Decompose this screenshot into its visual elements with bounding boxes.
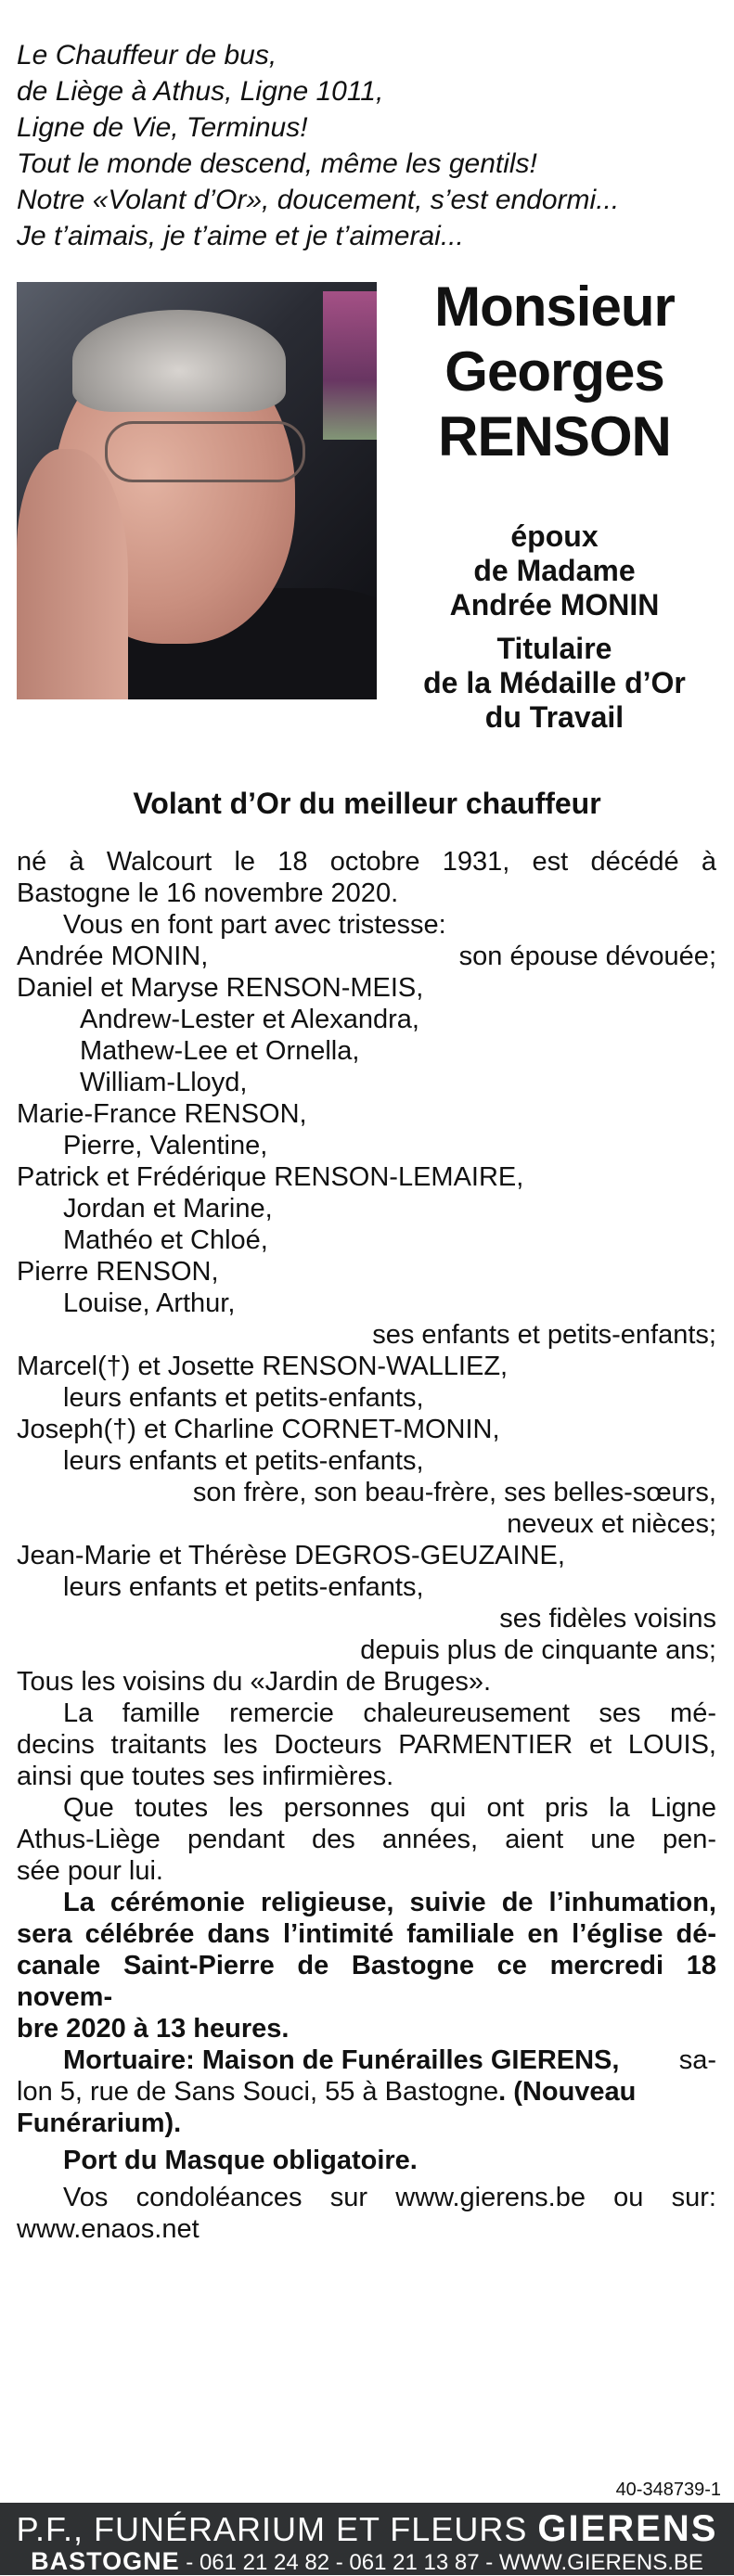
line-paragraph: Que toutes les personnes qui ont pris la Ligne bbox=[63, 1793, 716, 1823]
family-member: Jean-Marie et Thérèse DEGROS-GEUZAINE, bbox=[17, 1541, 565, 1570]
mortuaire-line: Funérarium). bbox=[17, 2108, 182, 2138]
mortuaire-line bbox=[17, 2076, 716, 2108]
family-member: Mathéo et Chloé, bbox=[63, 1225, 268, 1255]
all-neighbors: Tous les voisins du «Jardin de Bruges». bbox=[17, 1667, 492, 1697]
condolences-line: www.enaos.net bbox=[17, 2214, 200, 2244]
poem-line: Tout le monde descend, même les gentils! bbox=[17, 148, 537, 179]
name-first: Georges bbox=[444, 340, 664, 403]
poem bbox=[17, 37, 703, 254]
reference-number: 40-348739-1 bbox=[615, 2480, 721, 2500]
mortuaire-label: Mortuaire: Maison de Funérailles GIERENS, bbox=[63, 2045, 620, 2075]
portrait-photo bbox=[17, 282, 377, 699]
neighbors-role: depuis plus de cinquante ans; bbox=[360, 1635, 716, 1665]
spouse-name: Andrée MONIN, bbox=[17, 942, 209, 971]
family-member: Pierre RENSON, bbox=[17, 1257, 219, 1287]
mask-notice: Port du Masque obligatoire. bbox=[63, 2146, 418, 2175]
family-member: leurs enfants et petits-enfants, bbox=[63, 1446, 424, 1476]
ceremony-line: La cérémonie religieuse, suivie de l’inhumation, bbox=[63, 1888, 716, 1917]
mortuaire-text: sa- bbox=[678, 2045, 716, 2075]
family-member: Andrew-Lester et Alexandra, bbox=[80, 1005, 419, 1034]
family-member: Pierre, Valentine, bbox=[63, 1131, 268, 1160]
poem-line: Le Chauffeur de bus, bbox=[17, 40, 277, 70]
mortuaire-note: . (Nouveau bbox=[498, 2077, 637, 2107]
spouse-row bbox=[17, 941, 716, 972]
children-role: ses enfants et petits-enfants; bbox=[372, 1320, 716, 1350]
banner-city: BASTOGNE bbox=[31, 2547, 180, 2575]
banner-brand: GIERENS bbox=[537, 2508, 718, 2549]
family-member: Patrick et Frédérique RENSON-LEMAIRE, bbox=[17, 1162, 524, 1192]
name-last: RENSON bbox=[438, 405, 671, 468]
info-line: du Travail bbox=[484, 700, 625, 734]
thanks-line: La famille remercie chaleureusement ses mé- bbox=[63, 1698, 716, 1728]
family-member: William-Lloyd, bbox=[80, 1068, 248, 1097]
info-line: Titulaire bbox=[496, 632, 612, 665]
poem-line: Notre «Volant d’Or», doucement, s’est endormi... bbox=[17, 185, 620, 215]
neighbors-list bbox=[17, 1540, 716, 1603]
family-member: Marcel(†) et Josette RENSON-WALLIEZ, bbox=[17, 1352, 509, 1381]
award-line: Volant d’Or du meilleur chauffeur bbox=[133, 787, 601, 820]
family-member: Daniel et Maryse RENSON-MEIS, bbox=[17, 973, 424, 1003]
thanks-line: decins traitants les Docteurs PARMENTIER et LOUIS, bbox=[17, 1730, 716, 1760]
funeral-home-banner bbox=[0, 2503, 734, 2575]
ceremony-line: bre 2020 à 13 heures. bbox=[17, 2014, 290, 2044]
info-line: Andrée MONIN bbox=[449, 588, 660, 622]
banner-line-1 bbox=[0, 2508, 734, 2550]
family-member: Joseph(†) et Charline CORNET-MONIN, bbox=[17, 1415, 500, 1444]
spouse-role: son épouse dévouée; bbox=[458, 942, 716, 971]
banner-service: P.F., FUNÉRARIUM ET FLEURS bbox=[16, 2510, 528, 2548]
family-member: Jordan et Marine, bbox=[63, 1194, 273, 1224]
banner-contacts: - 061 21 24 82 - 061 21 13 87 - WWW.GIERENS.BE bbox=[179, 2550, 703, 2575]
family-member: leurs enfants et petits-enfants, bbox=[63, 1383, 424, 1413]
family-member: Louise, Arthur, bbox=[63, 1288, 236, 1318]
info-line: de la Médaille d’Or bbox=[423, 666, 686, 699]
siblings-role: son frère, son beau-frère, ses belles-sœurs, bbox=[192, 1478, 716, 1507]
spouse-and-honors bbox=[380, 519, 728, 735]
obituary-body bbox=[17, 846, 716, 2245]
mortuaire-line bbox=[17, 2044, 716, 2076]
announcement: Vous en font part avec tristesse: bbox=[63, 910, 446, 940]
thanks-line: ainsi que toutes ses infirmières. bbox=[17, 1762, 394, 1791]
neighbors-role: ses fidèles voisins bbox=[499, 1604, 716, 1634]
poem-line: Ligne de Vie, Terminus! bbox=[17, 112, 308, 143]
children-list bbox=[17, 972, 716, 1319]
family-member: Mathew-Lee et Ornella, bbox=[80, 1036, 360, 1066]
intro-line: Bastogne le 16 novembre 2020. bbox=[17, 878, 399, 908]
ceremony-line: sera célébrée dans l’intimité familiale en l’église dé- bbox=[17, 1919, 716, 1949]
poem-line: de Liège à Athus, Ligne 1011, bbox=[17, 76, 384, 107]
mortuaire-address: lon 5, rue de Sans Souci, 55 à Bastogne bbox=[17, 2077, 499, 2107]
banner-line-2 bbox=[0, 2547, 734, 2576]
intro-line: né à Walcourt le 18 octobre 1931, est décédé à bbox=[17, 847, 716, 877]
deceased-name bbox=[380, 275, 728, 469]
poem-line: Je t’aimais, je t’aime et je t’aimerai... bbox=[17, 221, 464, 251]
condolences-line: Vos condoléances sur www.gierens.be ou sur: bbox=[63, 2183, 716, 2212]
family-member: Marie-France RENSON, bbox=[17, 1099, 307, 1129]
info-line: époux bbox=[510, 519, 599, 553]
line-paragraph: Athus-Liège pendant des années, aient une pen- bbox=[17, 1825, 716, 1854]
siblings-role: neveux et nièces; bbox=[507, 1509, 716, 1539]
siblings-list bbox=[17, 1351, 716, 1477]
line-paragraph: sée pour lui. bbox=[17, 1856, 163, 1886]
ceremony-line: canale Saint-Pierre de Bastogne ce mercredi 18 novem- bbox=[17, 1951, 716, 2012]
family-member: leurs enfants et petits-enfants, bbox=[63, 1572, 424, 1602]
name-title: Monsieur bbox=[434, 276, 675, 338]
info-line: de Madame bbox=[473, 554, 636, 587]
